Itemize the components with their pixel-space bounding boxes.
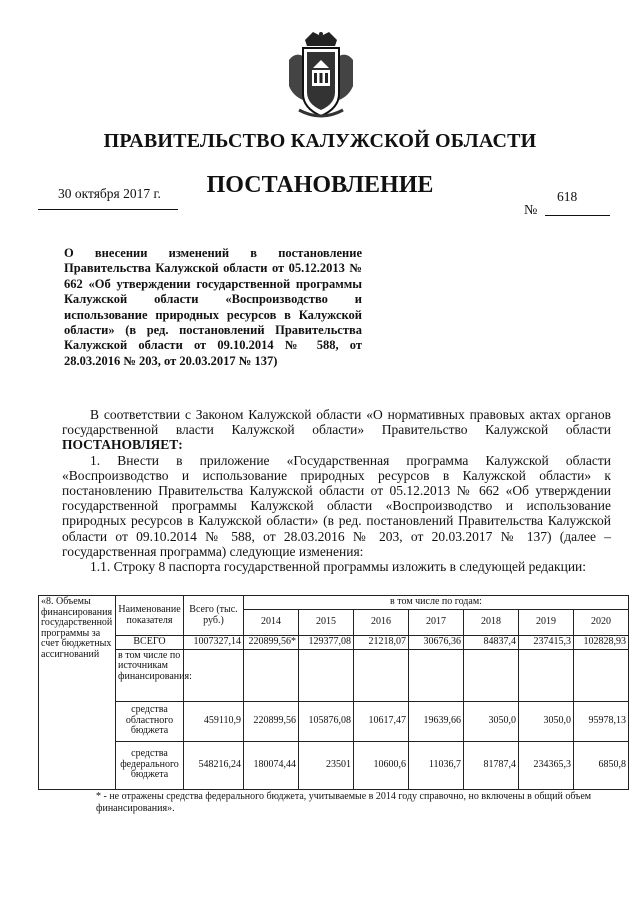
cell: 180074,44	[244, 741, 299, 789]
row-name: средства федерального бюджета	[116, 741, 184, 789]
year-header: 2018	[464, 610, 519, 636]
year-header: 2015	[299, 610, 354, 636]
year-header: 2014	[244, 610, 299, 636]
cell	[574, 649, 629, 701]
row-total: 548216,24	[184, 741, 244, 789]
row-total: 1007327,14	[184, 636, 244, 650]
cell: 129377,08	[299, 636, 354, 650]
cell: 3050,0	[519, 701, 574, 741]
cell: 220899,56	[244, 701, 299, 741]
decree-body	[62, 407, 611, 574]
cell	[244, 649, 299, 701]
year-header: 2019	[519, 610, 574, 636]
cell: 220899,56*	[244, 636, 299, 650]
cell: 11036,7	[409, 741, 464, 789]
cell	[354, 649, 409, 701]
row-total: 459110,9	[184, 701, 244, 741]
cell: 84837,4	[464, 636, 519, 650]
table-row	[39, 701, 629, 741]
year-header: 2016	[354, 610, 409, 636]
cell: 3050,0	[464, 701, 519, 741]
cell	[464, 649, 519, 701]
government-title: ПРАВИТЕЛЬСТВО КАЛУЖСКОЙ ОБЛАСТИ	[103, 130, 537, 152]
intro-paragraph	[62, 407, 611, 453]
cell: 21218,07	[354, 636, 409, 650]
item-1: 1. Внести в приложение «Государственная программа Калужской области «Воспроизводство и использование природных ресурсов в Калужской области» к постановлению Правительства Калужской области от 05.12.2013 № 662 «Об утверждении государственной программы Калужской области «Воспроизводство и использование природных ресурсов в Калужской области» (в ред. постановлений Правительства Калужской области от 09.10.2014 № 588, от 28.03.2016 № 203, от 20.03.2017 № 137) (далее – государственная программа) следующие изменения:	[62, 452, 611, 559]
coat-of-arms-emblem	[285, 30, 357, 122]
row-name: ВСЕГО	[116, 636, 184, 650]
intro-text: В соответствии с Законом Калужской области «О нормативных правовых актах органов государственной власти Калужской области» Правительство Калужской области	[62, 407, 611, 438]
number-underline	[545, 215, 610, 216]
cell	[409, 649, 464, 701]
number-label: №	[524, 203, 538, 218]
cell	[299, 649, 354, 701]
cell: 6850,8	[574, 741, 629, 789]
col-header-total: Всего (тыс. руб.)	[184, 596, 244, 636]
date-underline	[38, 209, 178, 210]
cell: 30676,36	[409, 636, 464, 650]
row-name: в том числе по источникам финансирования:	[116, 649, 184, 701]
row-label-cell: «8. Объемы финансирования государственной программы за счет бюджетных ассигнований	[39, 596, 116, 790]
row-total	[184, 649, 244, 701]
decree-number: 618	[557, 189, 578, 204]
financing-table	[38, 595, 629, 790]
cell: 105876,08	[299, 701, 354, 741]
cell: 19639,66	[409, 701, 464, 741]
row-name: средства областного бюджета	[116, 701, 184, 741]
col-header-name: Наименование показателя	[116, 596, 184, 636]
resolves-word: ПОСТАНОВЛЯЕТ:	[62, 437, 183, 453]
col-header-years: в том числе по годам:	[244, 596, 629, 610]
cell: 10617,47	[354, 701, 409, 741]
item-1-1: 1.1. Строку 8 паспорта государственной программы изложить в следующей редакции:	[90, 559, 587, 575]
decree-date: 30 октября 2017 г.	[58, 186, 161, 201]
decree-subject: О внесении изменений в постановление Правительства Калужской области от 05.12.2013 № 662 «Об утверждении государственной программы Калужской области «Воспроизводство и использование природных ресурсов в Калужской области» (в ред. постановлений Правительства Калужской области от 09.10.2014 № 588, от 28.03.2016 № 203, от 20.03.2017 № 137)	[64, 246, 362, 368]
footnote: * - не отражены средства федерального бюджета, учитываемые в 2014 году справочно, но включены в общий объем финансирования».	[96, 791, 592, 814]
cell: 102828,93	[574, 636, 629, 650]
table-row	[39, 741, 629, 789]
cell: 234365,3	[519, 741, 574, 789]
cell	[519, 649, 574, 701]
year-header: 2020	[574, 610, 629, 636]
cell: 23501	[299, 741, 354, 789]
year-header: 2017	[409, 610, 464, 636]
cell: 237415,3	[519, 636, 574, 650]
cell: 95978,13	[574, 701, 629, 741]
decree-heading: ПОСТАНОВЛЕНИЕ	[206, 172, 434, 198]
cell: 10600,6	[354, 741, 409, 789]
cell: 81787,4	[464, 741, 519, 789]
table-row	[39, 636, 629, 650]
table-row	[39, 649, 629, 701]
